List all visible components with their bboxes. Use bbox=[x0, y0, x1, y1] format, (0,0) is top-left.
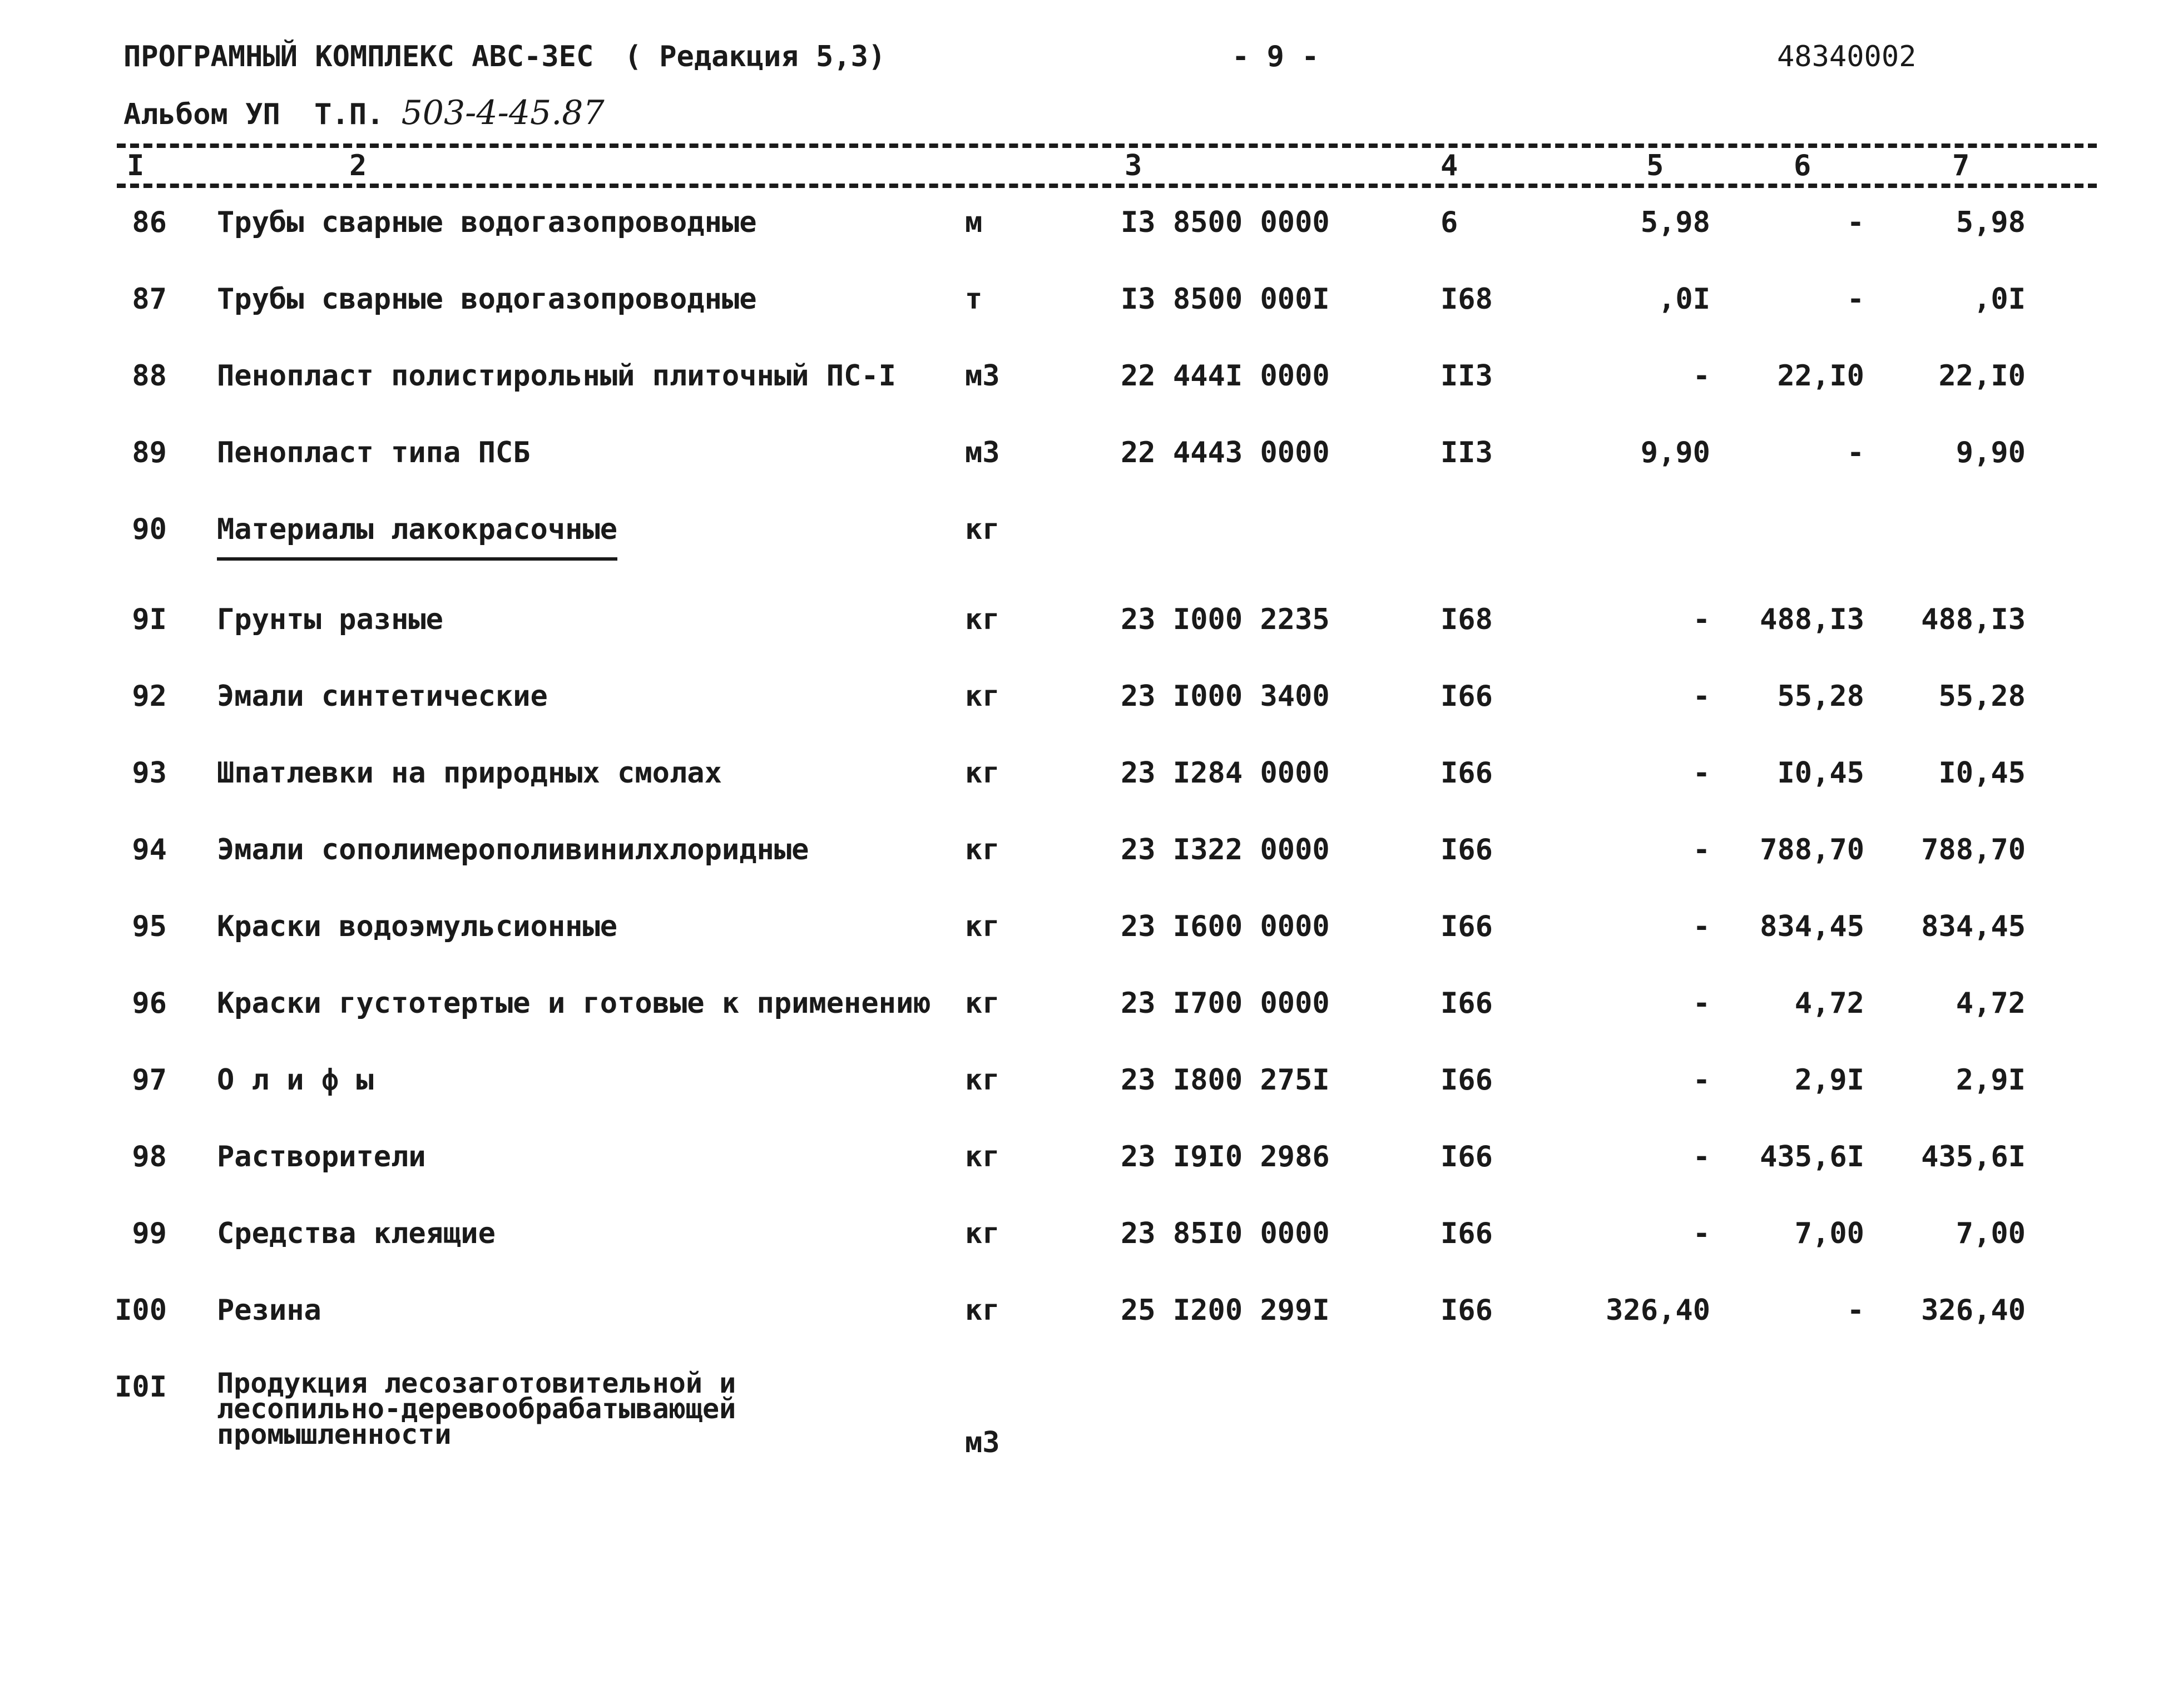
col-7-value: 788,70 bbox=[1921, 833, 2026, 867]
col-7-value: 5,98 bbox=[1956, 206, 2026, 239]
col-5-value: - bbox=[1692, 1140, 1710, 1174]
unit: м bbox=[965, 206, 983, 239]
col-4-value: I66 bbox=[1441, 1294, 1493, 1327]
material-name: Трубы сварные водогазопроводные bbox=[217, 283, 757, 316]
unit: кг bbox=[965, 756, 1000, 790]
unit: кг bbox=[965, 513, 1000, 546]
table-row bbox=[0, 680, 2168, 746]
material-code: 23 I800 275I bbox=[1121, 1063, 1330, 1097]
col-5-value: - bbox=[1692, 987, 1710, 1020]
unit: кг bbox=[965, 1217, 1000, 1250]
material-name: Пенопласт полистирольный плиточный ПС-I bbox=[217, 359, 896, 393]
col-7-value: 488,I3 bbox=[1921, 603, 2026, 636]
section-heading: Материалы лакокрасочные bbox=[217, 513, 617, 561]
col-5-value: - bbox=[1692, 833, 1710, 867]
col-6-value: 788,70 bbox=[1760, 833, 1864, 867]
row-number: 9I bbox=[132, 603, 167, 636]
col-4-value: II3 bbox=[1441, 359, 1493, 393]
row-number: I0I bbox=[115, 1370, 167, 1404]
col-6-value: 2,9I bbox=[1794, 1063, 1864, 1097]
material-code: 22 444I 0000 bbox=[1121, 359, 1330, 393]
column-header-2: 2 bbox=[349, 149, 367, 182]
col-4-value: I68 bbox=[1441, 603, 1493, 636]
col-7-value: I0,45 bbox=[1938, 756, 2026, 790]
material-code: 23 I000 2235 bbox=[1121, 603, 1330, 636]
col-7-value: 9,90 bbox=[1956, 436, 2026, 469]
unit: кг bbox=[965, 603, 1000, 636]
material-name: Эмали синтетические bbox=[217, 680, 548, 713]
col-5-value: 9,90 bbox=[1640, 436, 1710, 469]
material-code: 23 I000 3400 bbox=[1121, 680, 1330, 713]
unit: т bbox=[965, 283, 983, 316]
col-6-value: I0,45 bbox=[1777, 756, 1864, 790]
unit: м3 bbox=[965, 436, 1000, 469]
col-4-value: I66 bbox=[1441, 756, 1493, 790]
col-6-value: 22,I0 bbox=[1777, 359, 1864, 393]
unit: м3 bbox=[965, 1426, 1000, 1459]
col-7-value: 7,00 bbox=[1956, 1217, 2026, 1250]
table-row bbox=[0, 436, 2168, 503]
row-number: 98 bbox=[132, 1140, 167, 1174]
column-header-3: 3 bbox=[1125, 149, 1142, 182]
unit: кг bbox=[965, 680, 1000, 713]
col-5-value: - bbox=[1692, 1063, 1710, 1097]
col-6-value: 435,6I bbox=[1760, 1140, 1864, 1174]
col-4-value: II3 bbox=[1441, 436, 1493, 469]
table-row bbox=[0, 206, 2168, 273]
table-row bbox=[0, 1217, 2168, 1284]
col-7-value: 834,45 bbox=[1921, 910, 2026, 943]
row-number: 99 bbox=[132, 1217, 167, 1250]
album-line bbox=[123, 93, 605, 132]
col-4-value: I68 bbox=[1441, 283, 1493, 316]
row-number: I00 bbox=[115, 1294, 167, 1327]
col-7-value: 55,28 bbox=[1938, 680, 2026, 713]
col-6-value: 834,45 bbox=[1760, 910, 1864, 943]
material-code: 23 I700 0000 bbox=[1121, 987, 1330, 1020]
table-row bbox=[0, 1294, 2168, 1360]
col-5-value: - bbox=[1692, 680, 1710, 713]
col-4-value: I66 bbox=[1441, 987, 1493, 1020]
material-code: 23 85I0 0000 bbox=[1121, 1217, 1330, 1250]
col-4-value: I66 bbox=[1441, 1063, 1493, 1097]
row-number: 87 bbox=[132, 283, 167, 316]
col-5-value: 5,98 bbox=[1640, 206, 1710, 239]
unit: м3 bbox=[965, 359, 1000, 393]
col-7-value: 22,I0 bbox=[1938, 359, 2026, 393]
material-name: Трубы сварные водогазопроводные bbox=[217, 206, 757, 239]
col-4-value: I66 bbox=[1441, 680, 1493, 713]
column-header-4: 4 bbox=[1441, 149, 1458, 182]
table-row bbox=[0, 756, 2168, 823]
program-title bbox=[123, 40, 885, 73]
col-4-value: I66 bbox=[1441, 833, 1493, 867]
col-6-value: - bbox=[1847, 436, 1864, 469]
col-5-value: 326,40 bbox=[1606, 1294, 1710, 1327]
col-6-value: - bbox=[1847, 206, 1864, 239]
material-code: 23 I322 0000 bbox=[1121, 833, 1330, 867]
table-row bbox=[0, 359, 2168, 426]
col-7-value: 4,72 bbox=[1956, 987, 2026, 1020]
col-7-value: ,0I bbox=[1973, 283, 2026, 316]
col-5-value: - bbox=[1692, 1217, 1710, 1250]
page-number: - 9 - bbox=[1232, 40, 1319, 73]
program-name: ПРОГРАМНЫЙ КОМПЛЕКС АВС-ЗЕС bbox=[123, 40, 594, 73]
material-name: Резина bbox=[217, 1294, 321, 1327]
col-6-value: 7,00 bbox=[1794, 1217, 1864, 1250]
album-label: Альбом УП bbox=[123, 98, 280, 131]
column-header-5: 5 bbox=[1646, 149, 1664, 182]
table-row bbox=[0, 910, 2168, 977]
unit: кг bbox=[965, 987, 1000, 1020]
table-row-section-heading bbox=[0, 513, 2168, 580]
col-7-value: 435,6I bbox=[1921, 1140, 2026, 1174]
column-header-6: 6 bbox=[1794, 149, 1811, 182]
row-number: 96 bbox=[132, 987, 167, 1020]
row-number: 97 bbox=[132, 1063, 167, 1097]
material-code: 22 4443 0000 bbox=[1121, 436, 1330, 469]
table-row-multiline bbox=[0, 1367, 2168, 1471]
col-7-value: 326,40 bbox=[1921, 1294, 2026, 1327]
col-4-value: 6 bbox=[1441, 206, 1458, 239]
col-4-value: I66 bbox=[1441, 1217, 1493, 1250]
material-code: I3 8500 0000 bbox=[1121, 206, 1330, 239]
table-row bbox=[0, 603, 2168, 670]
col-5-value: - bbox=[1692, 359, 1710, 393]
material-name: Средства клеящие bbox=[217, 1217, 496, 1250]
row-number: 93 bbox=[132, 756, 167, 790]
row-number: 94 bbox=[132, 833, 167, 867]
column-header-7: 7 bbox=[1952, 149, 1970, 182]
col-6-value: - bbox=[1847, 1294, 1864, 1327]
col-5-value: ,0I bbox=[1658, 283, 1710, 316]
row-number: 92 bbox=[132, 680, 167, 713]
material-code: 25 I200 299I bbox=[1121, 1294, 1330, 1327]
table-row bbox=[0, 1063, 2168, 1130]
row-number: 89 bbox=[132, 436, 167, 469]
material-name-line-3: промышленности bbox=[217, 1418, 452, 1450]
unit: кг bbox=[965, 833, 1000, 867]
row-number: 86 bbox=[132, 206, 167, 239]
table-row bbox=[0, 987, 2168, 1053]
material-name: Эмали сополимерополивинилхлоридные bbox=[217, 833, 809, 867]
table-row bbox=[0, 283, 2168, 349]
col-7-value: 2,9I bbox=[1956, 1063, 2026, 1097]
row-number: 88 bbox=[132, 359, 167, 393]
material-code: 23 I9I0 2986 bbox=[1121, 1140, 1330, 1174]
material-name: Шпатлевки на природных смолах bbox=[217, 756, 722, 790]
material-name-line-2: лесопильно-деревообрабатывающей bbox=[217, 1393, 736, 1425]
unit: кг bbox=[965, 1294, 1000, 1327]
material-name: Краски густотертые и готовые к применению bbox=[217, 987, 931, 1020]
material-name: Растворители bbox=[217, 1140, 426, 1174]
row-number: 90 bbox=[132, 513, 167, 546]
document-code: 48340002 bbox=[1777, 40, 1917, 73]
table-top-rule bbox=[117, 143, 2097, 148]
col-5-value: - bbox=[1692, 910, 1710, 943]
col-6-value: 55,28 bbox=[1777, 680, 1864, 713]
material-name: Краски водоэмульсионные bbox=[217, 910, 618, 943]
material-code: I3 8500 000I bbox=[1121, 283, 1330, 316]
column-header-1: I bbox=[127, 149, 145, 182]
col-6-value: 4,72 bbox=[1794, 987, 1864, 1020]
tp-label: Т.П. bbox=[314, 98, 384, 131]
table-row bbox=[0, 833, 2168, 900]
material-code: 23 I284 0000 bbox=[1121, 756, 1330, 790]
col-5-value: - bbox=[1692, 756, 1710, 790]
col-6-value: 488,I3 bbox=[1760, 603, 1864, 636]
material-name-multiline bbox=[217, 1367, 773, 1450]
edition: ( Редакция 5,3) bbox=[624, 40, 886, 73]
unit: кг bbox=[965, 1063, 1000, 1097]
tp-number-handwritten: 503-4-45.87 bbox=[401, 93, 605, 132]
material-name: Грунты разные bbox=[217, 603, 443, 636]
material-name: Пенопласт типа ПСБ bbox=[217, 436, 531, 469]
unit: кг bbox=[965, 910, 1000, 943]
unit: кг bbox=[965, 1140, 1000, 1174]
col-5-value: - bbox=[1692, 603, 1710, 636]
col-4-value: I66 bbox=[1441, 1140, 1493, 1174]
col-4-value: I66 bbox=[1441, 910, 1493, 943]
table-row bbox=[0, 1140, 2168, 1207]
material-name: О л и ф ы bbox=[217, 1063, 374, 1097]
material-code: 23 I600 0000 bbox=[1121, 910, 1330, 943]
table-header-rule bbox=[117, 184, 2097, 188]
row-number: 95 bbox=[132, 910, 167, 943]
material-name-line-1: Продукция лесозаготовительной и bbox=[217, 1367, 736, 1399]
col-6-value: - bbox=[1847, 283, 1864, 316]
